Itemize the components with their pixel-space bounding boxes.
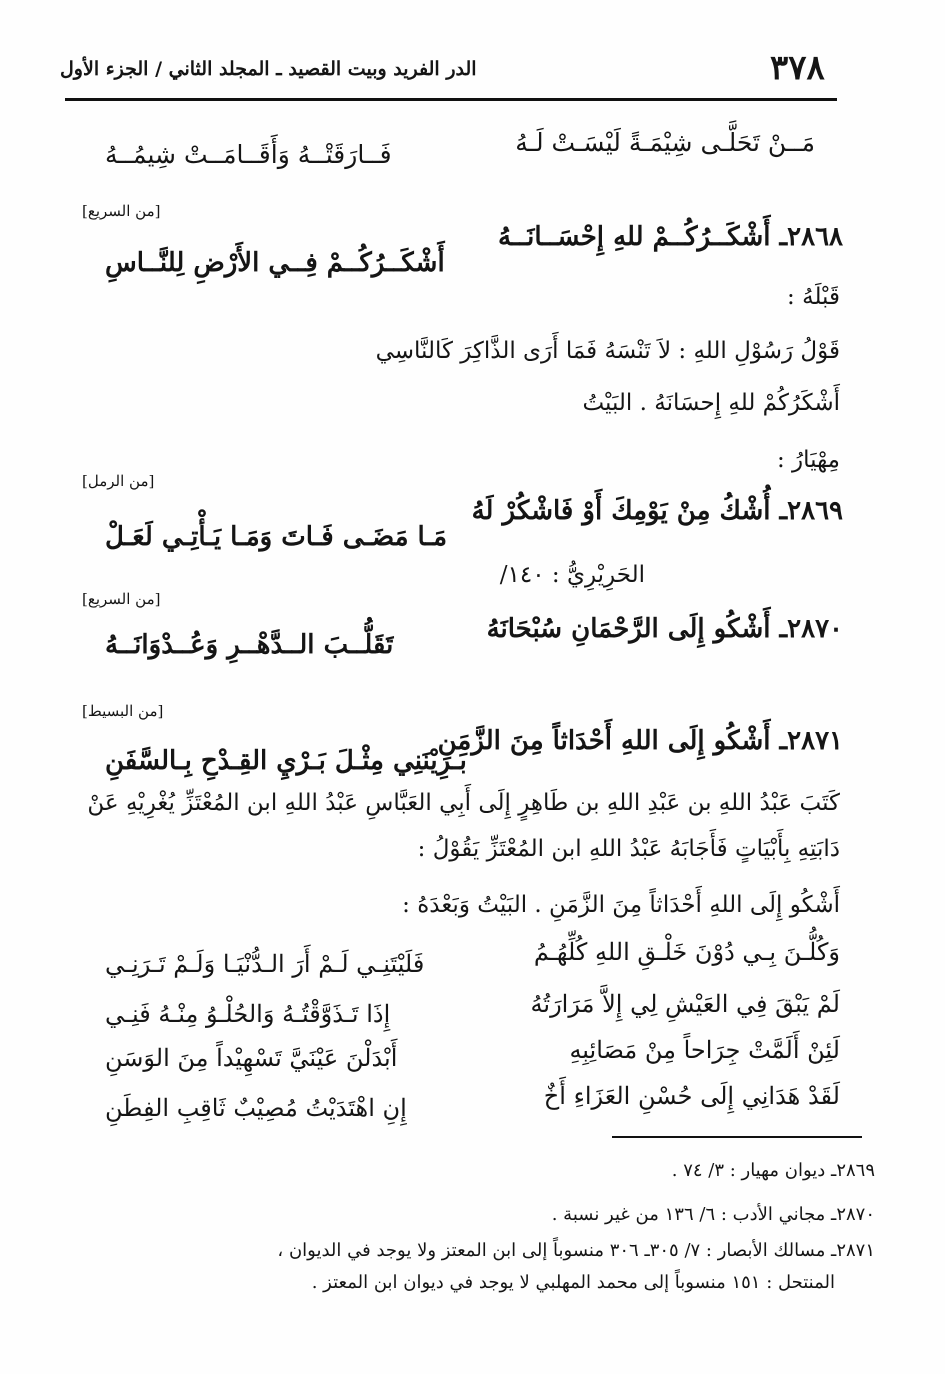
verse-2871-left: بَـرِيْنَنِي مِثْـلَ بَـرْيِ القِـدْحِ بِـالسَّفَنِ bbox=[105, 746, 467, 776]
verse-2869-right: ٢٨٦٩ـ أُشْكُ مِنْ يَوْمِكَ أَوْ فَاشْكُرْ لَهُ bbox=[471, 496, 843, 526]
poem-line-3-left: أَبْدَلْنَ عَيْنَيَّ تَسْهِيْداً مِنَ الوَسَنِ bbox=[105, 1044, 398, 1072]
verse-2868-left: أَشْكَــرُكُــمْ فِــي الأَرْضِ لِلنَّــاسِ bbox=[105, 248, 445, 278]
meter-label: [من الرمل] bbox=[82, 472, 155, 490]
note-hariri: الحَرِيْرِيُّ : ١٤٠/ bbox=[499, 562, 645, 588]
prose-line-3: أَشْكُو إِلَى اللهِ أَحْدَاثاً مِنَ الزَّمَنِ . البَيْتُ وَبَعْدَهُ : bbox=[402, 892, 840, 918]
header-rule bbox=[65, 98, 837, 101]
opening-verse-left: فَــارَقَتْــهُ وَأَقَــامَــتْ شِيمُــهُ bbox=[105, 140, 392, 169]
poem-line-4-left: إِنِ اهْتَدَيْتُ مُصِيْبٌ ثَاقِبِ الفِطَنِ bbox=[105, 1094, 407, 1122]
verse-2871-right: ٢٨٧١ـ أَشْكُو إِلَى اللهِ أَحْدَاثاً مِنَ الزَّمَنِ bbox=[437, 726, 843, 756]
prose-line-2: دَابَتِهِ بِأَبْيَاتٍ فَأَجَابَهُ عَبْدُ اللهِ ابن المُعْتَزِّ يَقُوْلُ : bbox=[417, 836, 840, 862]
footnote-2870: ٢٨٧٠ـ مجاني الأدب : ٦/ ١٣٦ من غير نسبة . bbox=[551, 1204, 875, 1225]
poem-line-2-right: لَمْ يَبْقَ فِي العَيْشِ لِي إِلاَّ مَرَارَتُهُ bbox=[530, 990, 840, 1018]
footnote-rule bbox=[612, 1136, 862, 1138]
meter-label: [من السريع] bbox=[82, 202, 161, 220]
opening-verse-right: مَــنْ تَحَلَّـى شِيْمَـةً لَيْسَـتْ لَـهُ bbox=[515, 128, 815, 157]
footnote-2869: ٢٨٦٩ـ ديوان مهيار : ٣/ ٧٤ . bbox=[671, 1160, 875, 1181]
note-before-line1: قَوْلُ رَسُوْلِ اللهِ : لاَ تَنْسَهُ فَمَا أَرَى الذَّاكِرَ كَالنَّاسِي bbox=[375, 338, 840, 364]
meter-label: [من البسيط] bbox=[82, 702, 164, 720]
poem-line-4-right: لَقَدْ هَدَانِي إِلَى حُسْنِ العَزَاءِ أَخٌ bbox=[543, 1082, 840, 1110]
verse-2870-left: تَقَلُّــبَ الــدَّهْــرِ وَعُــدْوَانَــهُ bbox=[105, 630, 394, 660]
running-title: الدر الفريد وبيت القصيد ـ المجلد الثاني / الجزء الأول bbox=[60, 58, 477, 80]
poem-line-1-left: فَلَيْتَنِـي لَـمْ أَرَ الـدُّنْيَـا وَلَـمْ تَـرَنِـي bbox=[105, 950, 425, 978]
poem-line-2-left: إِذَا تَـذَوَّقْتُـهُ وَالحُلْـوُ مِنْـهُ فَنِـي bbox=[105, 1000, 391, 1028]
note-mihyar: مِهْيَارُ : bbox=[776, 447, 840, 473]
footnote-2871-cont: المنتحل : ١٥١ منسوباً إلى محمد المهلبي لا يوجد في ديوان ابن المعتز . bbox=[311, 1272, 835, 1293]
poem-line-3-right: لَئِنْ أَلَمَّتْ جِرَاحاً مِنْ مَصَائِبِهِ bbox=[569, 1036, 840, 1064]
verse-2868-right: ٢٨٦٨ـ أَشْكَــرُكُــمْ للهِ إِحْسَــانَــهُ bbox=[497, 222, 843, 252]
footnote-2871: ٢٨٧١ـ مسالك الأبصار : ٧/ ٣٠٥ـ ٣٠٦ منسوباً إلى ابن المعتز ولا يوجد في الديوان ، bbox=[277, 1240, 875, 1261]
verse-2869-left: مَـا مَضَـى فَـاتَ وَمَـا يَـأْتِـي لَعَـلْ bbox=[105, 522, 448, 552]
poem-line-1-right: وَكُلُّـنَ بِـي دُوْنَ خَلْـقِ اللهِ كُلِّهُـمُ bbox=[533, 938, 840, 966]
page-number: ٣٧٨ bbox=[770, 48, 825, 88]
verse-2870-right: ٢٨٧٠ـ أَشْكُو إِلَى الرَّحْمَانِ سُبْحَانَهُ bbox=[486, 614, 843, 644]
prose-line-1: كَتَبَ عَبْدُ اللهِ بن عَبْدِ اللهِ بن طَاهِرٍ إِلَى أَبِي العَبَّاسِ عَبْدُ اللهِ ابن المُعْتَزِّ يُغْرِيْهِ عَنْ bbox=[87, 790, 840, 816]
note-before-label: قَبْلَهُ : bbox=[787, 284, 840, 310]
meter-label: [من السريع] bbox=[82, 590, 161, 608]
note-before-line2: أَشْكَرُكُمْ للهِ إِحسَانَهُ . البَيْتُ bbox=[582, 390, 840, 416]
